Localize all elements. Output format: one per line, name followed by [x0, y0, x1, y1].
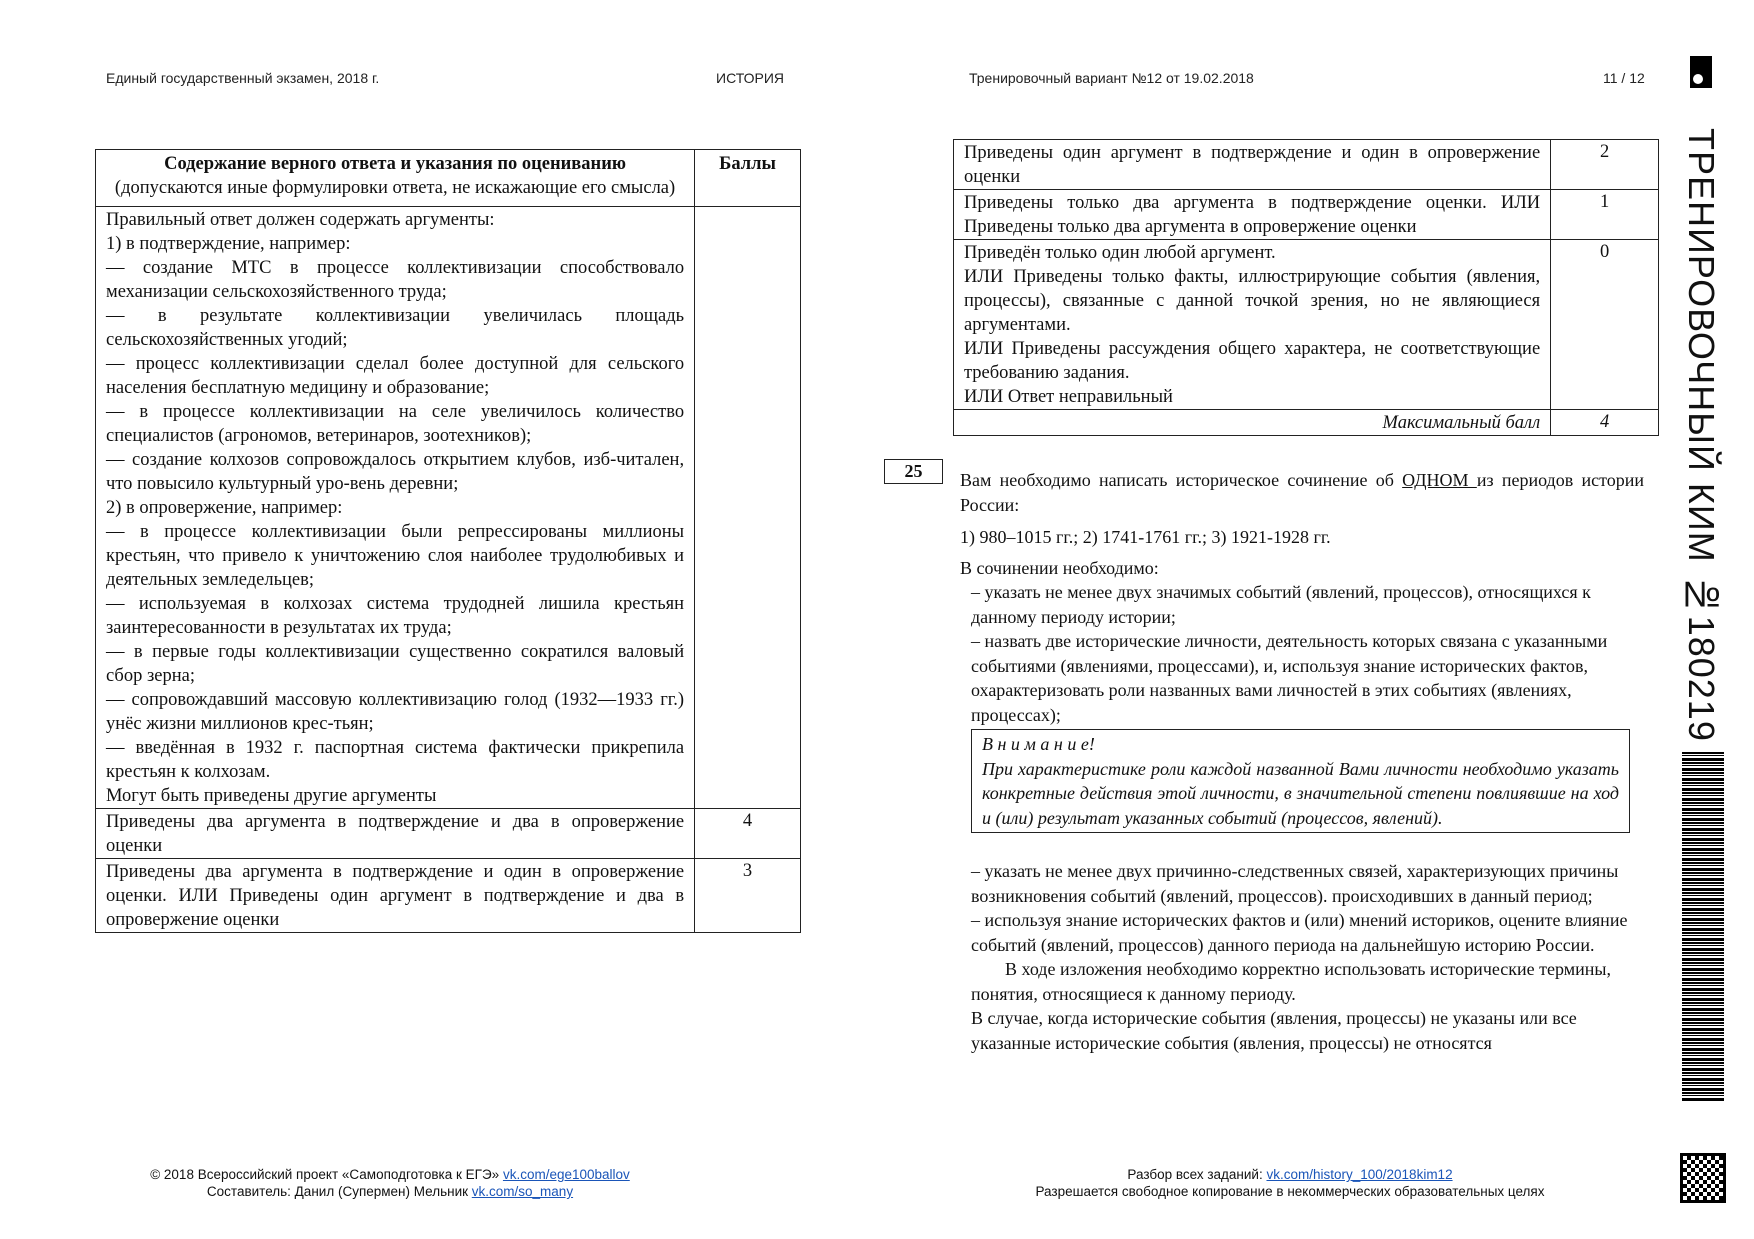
- requirement-item: – используя знание исторических фактов и (или) мнений историков, оцените влияние событий (явлений, процессов) данного периода на дальнейшую историю России.: [971, 910, 1628, 955]
- task-periods: 1) 980–1015 гг.; 2) 1741-1761 гг.; 3) 1921-1928 гг.: [960, 527, 1331, 547]
- table-head-note: (допускаются иные формулировки ответа, не искажающие его смысла): [114, 178, 676, 198]
- answer-line: 2) в опровержение, например:: [106, 498, 343, 518]
- score-row-text: Приведены два аргумента в подтверждение и два в опровержение оценки: [96, 809, 695, 859]
- task-terms: В ходе изложения необходимо корректно использовать исторические термины, понятия, относящиеся к данному периоду.: [971, 959, 1611, 1004]
- score-row-text: [954, 140, 1551, 190]
- attention-title: В н и м а н и е!: [982, 734, 1095, 754]
- requirement-item: – назвать две исторические личности, деятельность которых связана с указанными событиями (явлениями, процессами), и, используя знание исторических фактов, охарактеризовать роли названных вами личностей в этих событиях (явлениях, процессах);: [971, 631, 1608, 725]
- answer-line: — в первые годы коллективизации существенно сократился валовый сбор зерна;: [106, 642, 685, 686]
- criterion-line: Приведены один аргумент в подтверждение и один в опровержение оценки: [964, 143, 1541, 187]
- criterion-line: ИЛИ Приведены только факты, иллюстрирующие события (явления, процессы), связанные с данной точкой зрения, но не являющиеся аргументами.: [964, 267, 1541, 335]
- task-number: 25: [884, 459, 943, 484]
- task-intro-emphasis: ОДНОМ: [1402, 470, 1477, 490]
- answer-line: — в результате коллективизации увеличилась площадь сельскохозяйственных угодий;: [106, 306, 685, 350]
- answer-line: — в процессе коллективизации были репрессированы миллионы крестьян, что привело к уничтожению слоя наиболее трудолюбивых и деятельных земледельцев;: [106, 522, 685, 590]
- answer-line: Могут быть приведены другие аргументы: [106, 786, 437, 806]
- score-value: 2: [1551, 140, 1659, 190]
- footer-license: Разрешается свободное копирование в некоммерческих образовательных целях: [1035, 1184, 1545, 1199]
- footer-left: [120, 1166, 660, 1200]
- answer-line: 1) в подтверждение, например:: [106, 234, 351, 254]
- task-25-text: [960, 468, 1644, 1055]
- header-subject: ИСТОРИЯ: [716, 70, 785, 86]
- requirement-item: – указать не менее двух значимых событий (явлений, процессов), относящихся к данному периоду истории;: [971, 582, 1591, 627]
- page-number: 11 / 12: [1603, 70, 1645, 86]
- footer-link-project[interactable]: vk.com/ege100ballov: [502, 1167, 630, 1182]
- criterion-line: Приведены только два аргумента в подтверждение оценки. ИЛИ Приведены только два аргумента в опровержение оценки: [964, 193, 1541, 237]
- answer-line: — введённая в 1932 г. паспортная система фактически прикрепила крестьян к колхозам.: [106, 738, 685, 782]
- answer-line: — сопровождавший массовую коллективизацию голод (1932—1933 гг.) унёс жизни миллионов крес-тьян;: [106, 690, 685, 734]
- score-row-text: Приведены два аргумента в подтверждение и один в опровержение оценки. ИЛИ Приведены один аргумент в подтверждение и два в опровержение оценки: [96, 859, 695, 933]
- header-variant: Тренировочный вариант №12 от 19.02.2018: [969, 70, 1254, 86]
- footer-link-analysis[interactable]: vk.com/history_100/2018kim12: [1266, 1167, 1453, 1182]
- task-need: В сочинении необходимо:: [960, 557, 1159, 578]
- footer-copyright: © 2018 Всероссийский проект «Самоподготовка к ЕГЭ»: [150, 1167, 503, 1182]
- score-value: 0: [1551, 240, 1659, 410]
- task-intro: Вам необходимо написать историческое сочинение об: [960, 470, 1403, 490]
- side-title: ТРЕНИРОВОЧНЫЙ КИМ №180219: [1681, 128, 1722, 742]
- task-last: В случае, когда исторические события (явления, процессы) не указаны или все указанные исторические события (явления, процессы) не относятся: [971, 1008, 1577, 1053]
- requirement-item: – указать не менее двух причинно-следственных связей, характеризующих причины возникновения событий (явлений, процессов). происходивших в данный период;: [971, 861, 1619, 906]
- max-score-label: Максимальный балл: [954, 410, 1551, 436]
- answer-line: — создание МТС в процессе коллективизации способствовало механизации сельскохозяйственного труда;: [106, 258, 685, 302]
- footer-right: [980, 1166, 1600, 1200]
- criterion-line: Приведён только один любой аргумент.: [964, 243, 1276, 263]
- criterion-line: ИЛИ Приведены рассуждения общего характера, не соответствующие требованию задания.: [964, 339, 1541, 383]
- score-row-text: [954, 190, 1551, 240]
- max-score-value: 4: [1551, 410, 1659, 436]
- answer-line: — в процессе коллективизации на селе увеличилось количество специалистов (агрономов, ветеринаров, зоотехников);: [106, 402, 685, 446]
- criterion-line: ИЛИ Ответ неправильный: [964, 387, 1173, 407]
- score-value: 3: [695, 859, 801, 933]
- attention-text: При характеристике роли каждой названной Вами личности необходимо указать конкретные действия этой личности, в значительной степени повлиявшие на ход и (или) результат указанных событий (процессов, явлений).: [982, 758, 1619, 828]
- task-intro-end: из периодов истории России:: [960, 470, 1644, 515]
- barcode-icon: [1682, 752, 1724, 1102]
- header-exam: Единый государственный экзамен, 2018 г.: [106, 70, 380, 86]
- footer-author: Составитель: Данил (Супермен) Мельник: [206, 1184, 472, 1199]
- answer-line: — процесс коллективизации сделал более доступной для сельского населения бесплатную медицину и образование;: [106, 354, 685, 398]
- score-value: 4: [695, 809, 801, 859]
- footer-link-author[interactable]: vk.com/so_many: [471, 1184, 574, 1199]
- score-value: 1: [1551, 190, 1659, 240]
- corner-marker-icon: [1690, 56, 1712, 88]
- score-row-text: [954, 240, 1551, 410]
- answer-line: — используемая в колхозах система трудодней лишила крестьян заинтересованности в результатах их труда;: [106, 594, 685, 638]
- criteria-table-left: [95, 149, 801, 933]
- table-head-score: Баллы: [719, 154, 776, 174]
- answer-line: Правильный ответ должен содержать аргументы:: [106, 210, 495, 230]
- footer-analysis: Разбор всех заданий:: [1127, 1167, 1267, 1182]
- answer-content: [96, 207, 695, 809]
- qr-code-icon: [1680, 1153, 1726, 1203]
- attention-box: [971, 729, 1630, 833]
- criteria-table-right: [953, 139, 1659, 436]
- table-head-title: Содержание верного ответа и указания по оцениванию: [164, 154, 626, 174]
- answer-line: — создание колхозов сопровождалось открытием клубов, изб-читален, что повысило культурный уро-вень деревни;: [106, 450, 685, 494]
